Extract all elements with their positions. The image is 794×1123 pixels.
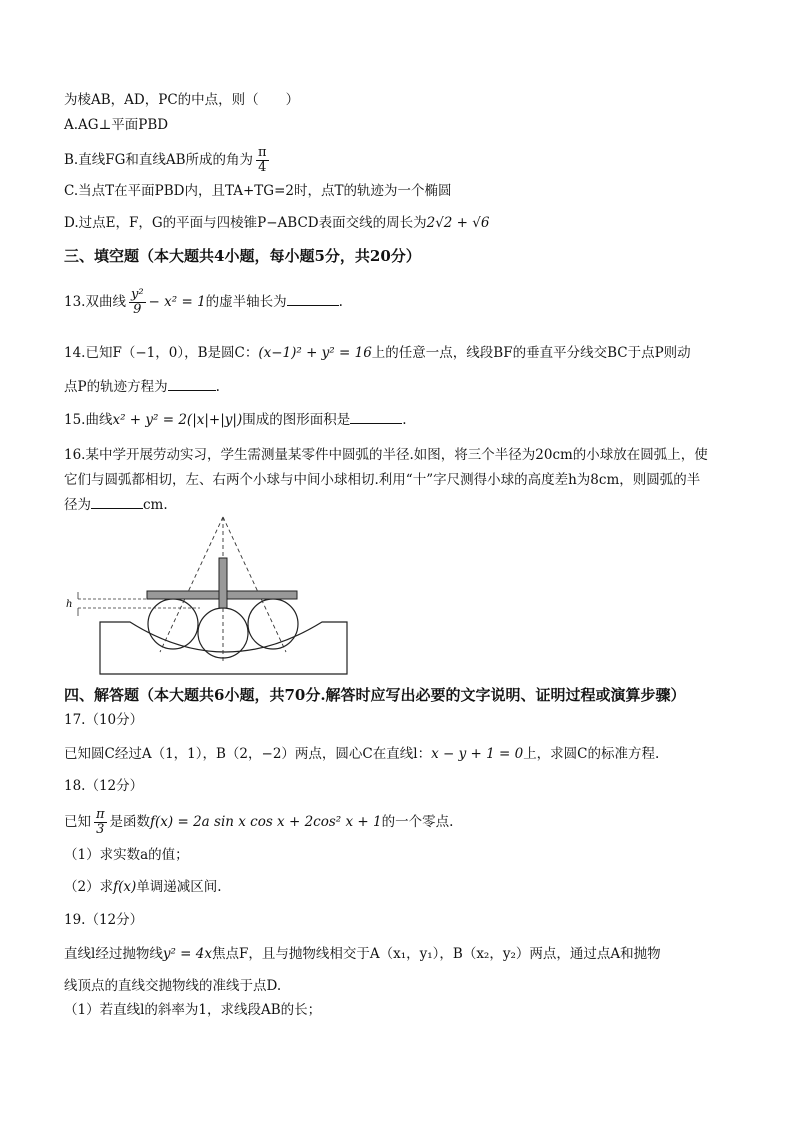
ruler-vertical-bar: [219, 558, 227, 608]
q14-prefix: 14.已知F（−1，0），B是圆C：: [64, 345, 259, 361]
q19-line-2: 线顶点的直线交抛物线的准线于点D.: [64, 978, 282, 994]
q19-score: 19.（12分）: [64, 912, 144, 928]
q18-denominator: 3: [96, 822, 105, 837]
dashed-line-right: [223, 517, 286, 652]
q13-end: .: [338, 294, 343, 310]
q18-suffix: 的一个零点.: [381, 814, 454, 830]
q12-option-b: [64, 146, 272, 175]
q16-line-2: 它们与圆弧都相切，左、右两个小球与中间小球相切.利用“十”字尺测得小球的高度差h为8cm，则圆弧的半: [64, 472, 701, 488]
q15-text: 围成的图形面积是: [242, 412, 351, 428]
q13-prefix: 13.双曲线: [64, 294, 126, 310]
q19-line-1: [64, 944, 661, 964]
section-4-heading: 四、解答题（本大题共6小题，共70分.解答时应写出必要的文字说明、证明过程或演算步骤）: [64, 686, 686, 704]
q14-formula: (x−1)² + y² = 16: [258, 345, 372, 361]
dashed-line-left: [160, 517, 223, 652]
fraction-numerator: π: [258, 145, 267, 160]
q15-end: .: [402, 412, 407, 428]
q19-part-1: （1）若直线l的斜率为1，求线段AB的长；: [64, 1002, 322, 1018]
q17-text-suffix: 上，求圆C的标准方程.: [523, 746, 660, 762]
h-label: h: [66, 599, 73, 610]
q12-option-a: A.AG⊥平面PBD: [64, 117, 169, 133]
q15-prefix: 15.曲线: [64, 412, 113, 428]
fraction-pi-over-3: [94, 808, 107, 837]
q13-numerator: y²: [130, 287, 144, 302]
q18-formula: f(x) = 2a sin x cos x + 2cos² x + 1: [150, 814, 382, 830]
q18-text: [64, 808, 453, 837]
q12-option-d: [64, 213, 489, 233]
ball-left: [148, 599, 198, 649]
q13-formula: − x² = 1: [148, 294, 206, 310]
q14-line-2-text: 点P的轨迹方程为: [64, 379, 168, 395]
q12-option-d-formula: 2√2 + √6: [426, 215, 490, 231]
q17-text-prefix: 已知圆C经过A（1，1），B（2，−2）两点，圆心C在直线l：: [64, 746, 432, 762]
q19-line-1-suffix: 焦点F，且与抛物线相交于A（x₁，y₁），B（x₂，y₂）两点，通过点A和抛物: [211, 946, 661, 962]
ball-right: [248, 599, 298, 649]
q15: [64, 410, 407, 430]
q14-line-1: [64, 343, 691, 363]
q12-stem-end: 为棱AB，AD，PC的中点，则（ ）: [64, 92, 300, 108]
q18-part-2-formula: f(x): [113, 879, 137, 895]
q18-part-1: （1）求实数a的值；: [64, 847, 189, 863]
arc-base-block: [100, 622, 347, 674]
q14-end: .: [215, 379, 220, 395]
q12-option-c: C.当点T在平面PBD内，且TA+TG=2时，点T的轨迹为一个椭圆: [64, 183, 452, 199]
q18-part-2: [64, 877, 222, 897]
q16-line-3-prefix: 径为: [64, 497, 91, 513]
q12-option-b-text: B.直线FG和直线AB所成的角为: [64, 152, 254, 168]
q19-formula: y² = 4x: [162, 946, 212, 962]
section-3-heading: 三、填空题（本大题共4小题，每小题5分，共20分）: [64, 247, 421, 265]
q18-part-2-suffix: 单调递减区间.: [136, 879, 222, 895]
q16-line-1: 16.某中学开展劳动实习，学生需测量某零件中圆弧的半径.如图，将三个半径为20cm的小球放在圆弧上，使: [64, 447, 708, 463]
q16-line-3-suffix: cm.: [143, 497, 168, 513]
q14-line-2: [64, 377, 220, 397]
q15-answer-blank[interactable]: [350, 411, 402, 424]
q19-line-1-prefix: 直线l经过抛物线: [64, 946, 163, 962]
q13-text: 的虚半轴长为: [205, 294, 287, 310]
q16-figure: [60, 512, 350, 680]
q14-text: 上的任意一点，线段BF的垂直平分线交BC于点P则动: [371, 345, 691, 361]
q18-part-2-prefix: （2）求: [64, 879, 114, 895]
q14-answer-blank[interactable]: [168, 378, 216, 391]
q13-answer-blank[interactable]: [287, 293, 339, 306]
fraction-pi-over-4: [256, 146, 269, 175]
q13-denominator: 9: [133, 302, 142, 317]
q18-mid: 是函数: [109, 814, 151, 830]
q18-prefix: 已知: [64, 814, 91, 830]
q12-option-d-text: D.过点E，F，G的平面与四棱锥P−ABCD表面交线的周长为: [64, 215, 427, 231]
q16-answer-blank[interactable]: [91, 496, 143, 509]
q15-formula: x² + y² = 2(|x|+|y|): [112, 412, 243, 428]
q18-numerator: π: [96, 807, 105, 822]
q17-text: [64, 744, 659, 764]
q17-formula: x − y + 1 = 0: [431, 746, 524, 762]
q13-fraction: [129, 288, 146, 317]
fraction-denominator: 4: [258, 160, 267, 175]
q17-score: 17.（10分）: [64, 712, 144, 728]
q18-score: 18.（12分）: [64, 778, 144, 794]
q13: [64, 288, 343, 317]
